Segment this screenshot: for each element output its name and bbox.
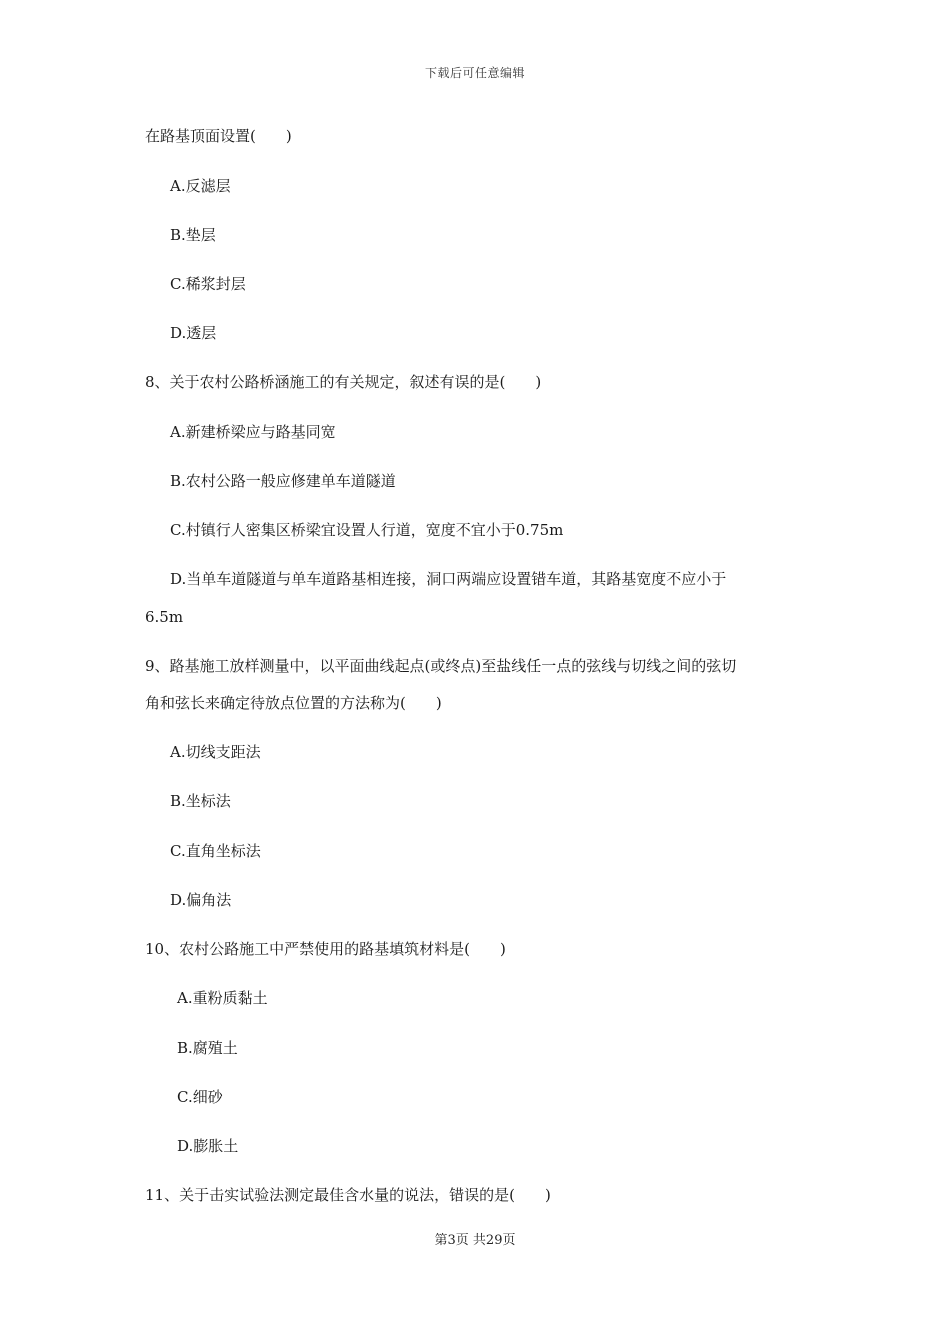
question-8-option-c: C.村镇行人密集区桥梁宜设置人行道，宽度不宜小于0.75m — [170, 521, 564, 539]
question-9-option-b: B.坐标法 — [170, 792, 231, 810]
question-9-option-c: C.直角坐标法 — [170, 842, 261, 860]
page-header: 下载后可任意编辑 — [424, 66, 525, 80]
question-8-option-b: B.农村公路一般应修建单车道隧道 — [170, 472, 396, 490]
question-7-option-a: A.反滤层 — [170, 177, 231, 195]
question-8-stem: 8、关于农村公路桥涵施工的有关规定，叙述有误的是( ) — [145, 373, 542, 391]
page-footer: 第3页 共29页 — [434, 1233, 516, 1248]
question-9-option-a: A.切线支距法 — [170, 743, 261, 761]
question-10-stem: 10、农村公路施工中严禁使用的路基填筑材料是( ) — [145, 940, 506, 958]
question-7-option-c: C.稀浆封层 — [170, 275, 246, 293]
question-9-option-d: D.偏角法 — [170, 891, 232, 909]
question-8-option-d-continued: 6.5m — [145, 608, 184, 626]
question-10-option-c: C.细砂 — [177, 1088, 223, 1106]
question-7-option-d: D.透层 — [170, 324, 217, 342]
question-9-stem-line-1: 9、路基施工放样测量中，以平面曲线起点(或终点)至盐线任一点的弦线与切线之间的弦切 — [145, 657, 737, 675]
question-10-option-d: D.膨胀土 — [177, 1137, 239, 1155]
question-7-option-b: B.垫层 — [170, 226, 216, 244]
question-11-stem: 11、关于击实试验法测定最佳含水量的说法，错误的是( ) — [145, 1186, 551, 1204]
question-7-stem-tail: 在路基顶面设置( ) — [145, 127, 292, 145]
question-10-option-a: A.重粉质黏土 — [177, 989, 268, 1007]
question-9-stem-line-2: 角和弦长来确定待放点位置的方法称为( ) — [145, 694, 442, 712]
question-8-option-a: A.新建桥梁应与路基同宽 — [170, 423, 336, 441]
question-8-option-d: D.当单车道隧道与单车道路基相连接，洞口两端应设置错车道，其路基宽度不应小于 — [170, 570, 727, 588]
question-10-option-b: B.腐殖土 — [177, 1039, 238, 1057]
